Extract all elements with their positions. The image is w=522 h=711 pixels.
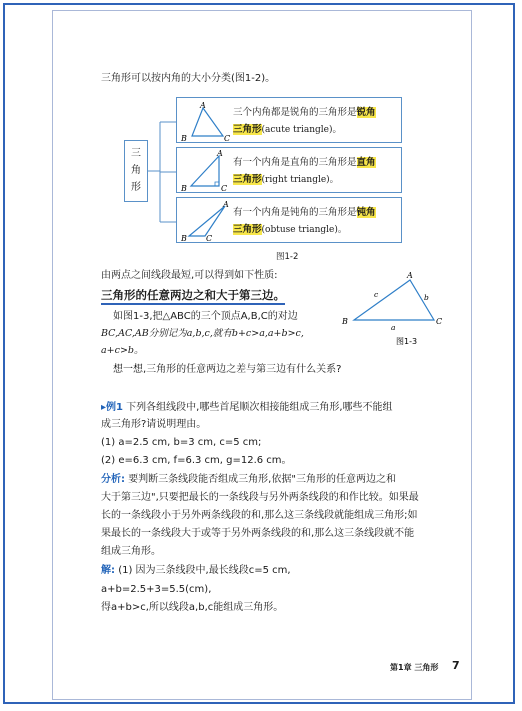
fig13-side-a: a — [391, 323, 396, 332]
fig13-side-b: b — [424, 293, 429, 302]
obtuse-english: (obtuse triangle)。 — [261, 225, 347, 235]
right-english: (right triangle)。 — [261, 175, 339, 185]
obtuse-term-part2: 三角形 — [233, 224, 262, 235]
acute-vertex-b: B — [181, 134, 187, 142]
solution-text1: (1) 因为三条线段中,最长线段c=5 cm, — [118, 565, 291, 576]
fig13-vertex-c: C — [436, 317, 443, 326]
segment-property-sentence: 由两点之间线段最短,可以得到如下性质: — [101, 270, 278, 281]
example-label: ▸例1 — [101, 402, 123, 413]
right-vertex-c: C — [221, 184, 228, 192]
right-vertex-a: A — [217, 150, 223, 158]
think-question: 想一想,三角形的任意两边之差与第三边有什么关系? — [113, 364, 342, 375]
acute-triangle-row — [176, 97, 402, 143]
obtuse-definition — [233, 204, 399, 239]
acute-term-part1: 锐角 — [356, 107, 376, 118]
acute-triangle-figure — [181, 100, 231, 142]
intro-sentence: 三角形可以按内角的大小分类(图1-2)。 — [101, 73, 276, 84]
classification-root-box — [124, 140, 148, 202]
analysis-line3: 长的一条线段小于另外两条线段的和,那么这三条线段就能组成三角形;如 — [101, 510, 418, 521]
solution-line1 — [101, 565, 291, 577]
figure-1-3-triangle — [340, 268, 450, 348]
acute-vertex-c: C — [224, 134, 231, 142]
fig13-paragraph-line1: 如图1-3,把△ABC的三个顶点A,B,C的对边 — [113, 311, 298, 322]
obtuse-text-before: 有一个内角是钝角的三角形是 — [233, 207, 357, 218]
fig13-vertex-a: A — [407, 271, 413, 280]
obtuse-triangle-figure — [181, 200, 231, 242]
example-question-line2: 成三角形?请说明理由。 — [101, 419, 207, 430]
root-char-1: 三 — [131, 148, 141, 159]
acute-term-part2: 三角形 — [233, 124, 262, 135]
obtuse-triangle-row — [176, 197, 402, 243]
right-definition — [233, 154, 399, 189]
right-term-part2: 三角形 — [233, 174, 262, 185]
fig13-paragraph-line3: a+c>b。 — [101, 345, 144, 356]
footer-chapter: 第1章 三角形 — [390, 663, 439, 672]
example-question-line1 — [101, 402, 393, 414]
fig13-side-c: c — [374, 290, 379, 299]
right-vertex-b: B — [181, 184, 187, 192]
figure-1-2-caption: 图1-2 — [276, 252, 299, 262]
analysis-label: 分析: — [101, 474, 125, 485]
solution-line3: 得a+b>c,所以线段a,b,c能组成三角形。 — [101, 602, 284, 613]
example-question-text1: 下列各组线段中,哪些首尾顺次相接能组成三角形,哪些不能组 — [126, 402, 393, 413]
analysis-line5: 组成三角形。 — [101, 546, 161, 557]
analysis-text1: 要判断三条线段能否组成三角形,依据"三角形的任意两边之和 — [128, 474, 396, 485]
fig13-vertex-b: B — [342, 317, 348, 326]
right-triangle-figure — [181, 150, 231, 192]
obtuse-term-part1: 钝角 — [356, 207, 376, 218]
footer-page-number: 7 — [452, 659, 460, 672]
example-item-1: (1) a=2.5 cm, b=3 cm, c=5 cm; — [101, 437, 262, 448]
theorem-text: 三角形的任意两边之和大于第三边。 — [101, 288, 285, 305]
analysis-line4: 果最长的一条线段大于或等于另外两条线段的和,那么这三条线段就不能 — [101, 528, 415, 539]
example-item-2: (2) e=6.3 cm, f=6.3 cm, g=12.6 cm。 — [101, 455, 292, 466]
obtuse-vertex-c: C — [206, 234, 213, 242]
root-char-3: 形 — [131, 182, 141, 193]
acute-definition — [233, 104, 399, 139]
analysis-line1 — [101, 474, 396, 486]
root-char-2: 角 — [131, 165, 141, 176]
obtuse-vertex-a: A — [223, 200, 229, 209]
analysis-line2: 大于第三边",只要把最长的一条线段与另外两条线段的和作比较。如果最 — [101, 492, 419, 503]
acute-english: (acute triangle)。 — [261, 125, 342, 135]
fig13-paragraph-line2: BC,AC,AB分别记为a,b,c,就有b+c>a,a+b>c, — [101, 328, 304, 339]
right-text-before: 有一个内角是直角的三角形是 — [233, 157, 357, 168]
right-term-part1: 直角 — [356, 157, 376, 168]
obtuse-vertex-b: B — [181, 234, 187, 242]
triangle-inequality-theorem — [101, 288, 285, 302]
classification-bracket — [148, 116, 178, 236]
right-triangle-row — [176, 147, 402, 193]
acute-vertex-a: A — [200, 101, 206, 110]
figure-1-3-caption: 图1-3 — [396, 337, 418, 346]
acute-text-before: 三个内角都是锐角的三角形是 — [233, 107, 357, 118]
solution-label: 解: — [101, 565, 115, 576]
solution-line2: a+b=2.5+3=5.5(cm), — [101, 584, 212, 595]
